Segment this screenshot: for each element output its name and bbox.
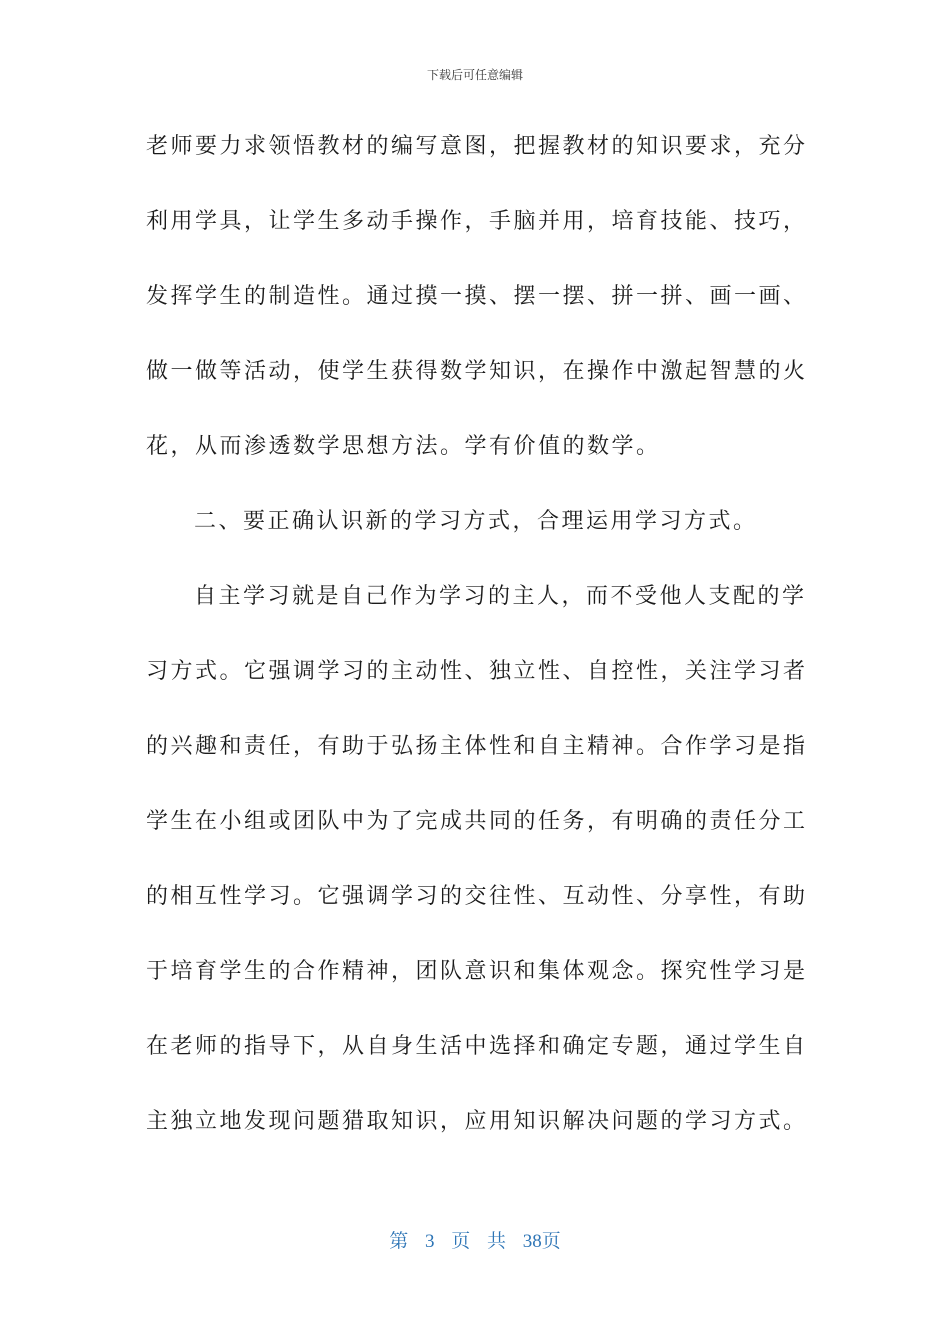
footer-di: 第 xyxy=(389,1231,409,1252)
body-line: 于培育学生的合作精神，团队意识和集体观念。探究性学习是 xyxy=(146,959,808,984)
body-line: 利用学具，让学生多动手操作，手脑并用，培育技能、技巧， xyxy=(146,209,808,234)
body-line: 做一做等活动，使学生获得数学知识，在操作中激起智慧的火 xyxy=(146,359,808,384)
page-footer xyxy=(0,1226,950,1253)
page-header-note: 下载后可任意编辑 xyxy=(426,68,523,82)
body-line: 学生在小组或团队中为了完成共同的任务，有明确的责任分工 xyxy=(146,809,808,834)
footer-gong: 共 xyxy=(487,1231,507,1252)
body-line: 习方式。它强调学习的主动性、独立性、自控性，关注学习者 xyxy=(146,659,808,684)
body-line: 自主学习就是自己作为学习的主人，而不受他人支配的学 xyxy=(194,584,807,609)
body-line: 的兴趣和责任，有助于弘扬主体性和自主精神。合作学习是指 xyxy=(146,734,808,759)
section-heading: 二、要正确认识新的学习方式，合理运用学习方式。 xyxy=(194,509,758,534)
footer-ye: 页 xyxy=(451,1231,471,1252)
body-line: 老师要力求领悟教材的编写意图，把握教材的知识要求，充分 xyxy=(146,134,808,159)
document-body xyxy=(146,122,808,1172)
body-line: 发挥学生的制造性。通过摸一摸、摆一摆、拼一拼、画一画、 xyxy=(146,284,808,309)
body-line: 的相互性学习。它强调学习的交往性、互动性、分享性，有助 xyxy=(146,884,808,909)
body-line: 花，从而渗透数学思想方法。学有价值的数学。 xyxy=(146,434,661,459)
footer-page-number: 3 xyxy=(424,1231,435,1252)
body-line: 主独立地发现问题猎取知识，应用知识解决问题的学习方式。 xyxy=(146,1109,808,1134)
body-line: 在老师的指导下，从自身生活中选择和确定专题，通过学生自 xyxy=(146,1034,808,1059)
footer-total-pages: 38页 xyxy=(522,1231,561,1252)
